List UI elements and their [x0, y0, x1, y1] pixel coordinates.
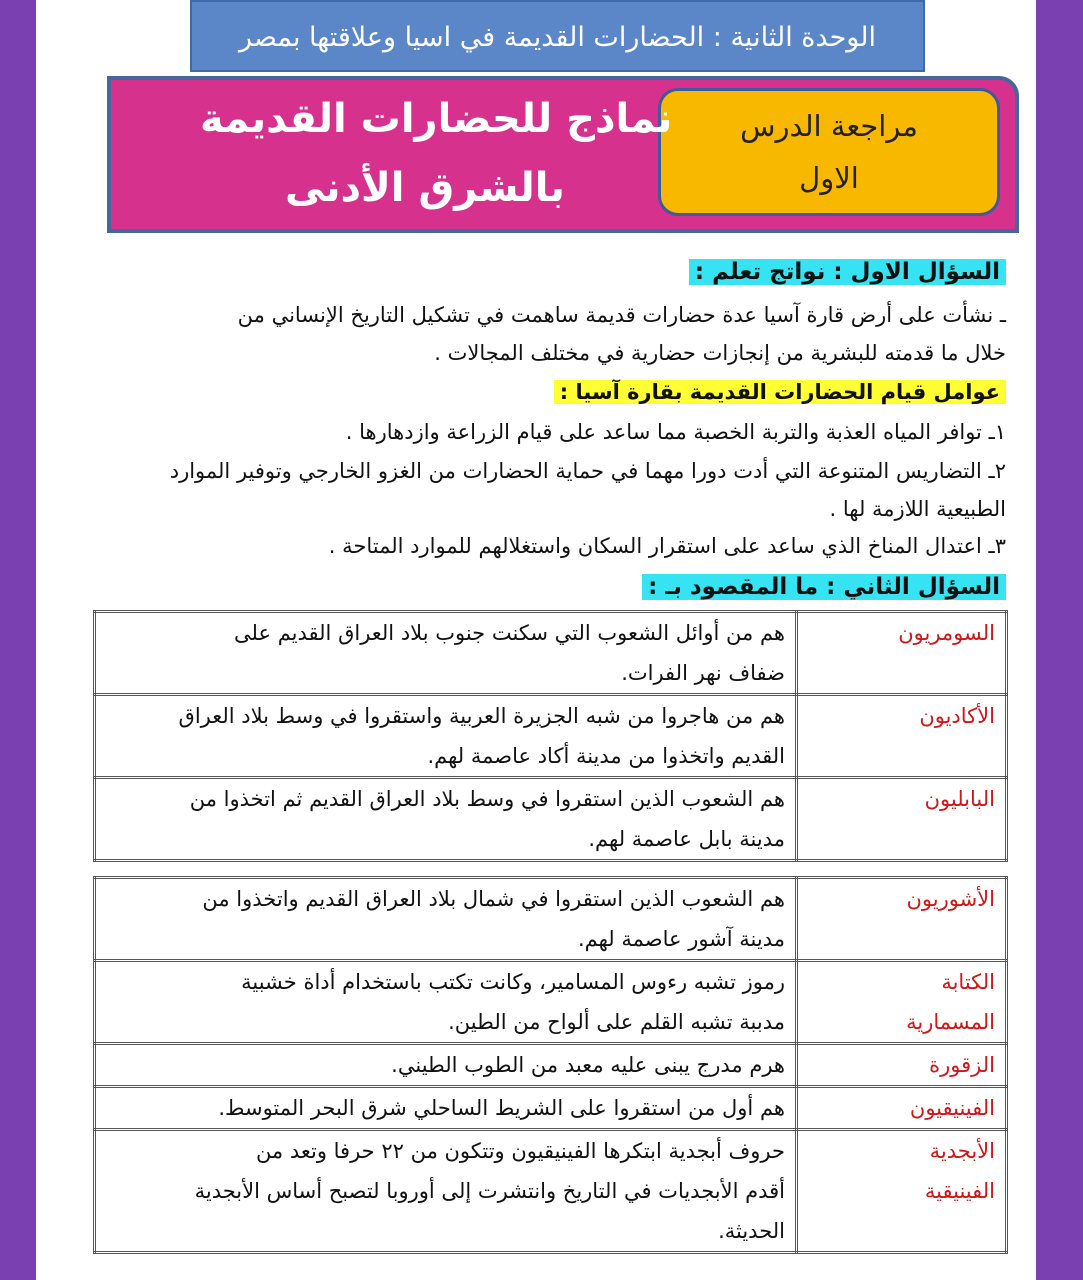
definition-line: مدينة بابل عاصمة لهم. [588, 827, 785, 851]
term-text: الأكاديون [919, 704, 995, 728]
term-text: الأشوريون [906, 887, 995, 911]
unit-banner: الوحدة الثانية : الحضارات القديمة في اسيا وعلاقتها بمصر [190, 0, 925, 72]
definition-cell [95, 878, 797, 961]
definition-line: هم من أوائل الشعوب التي سكنت جنوب بلاد العراق القديم على [234, 621, 785, 645]
definition-cell [95, 778, 797, 861]
term-cell [797, 961, 1007, 1044]
definition-cell [95, 961, 797, 1044]
question1-heading-row [105, 252, 1006, 292]
table-row [95, 1044, 1007, 1087]
table-row [95, 878, 1007, 961]
review-badge-line1: مراجعة الدرس [740, 109, 918, 143]
definitions-table-1 [93, 610, 1008, 862]
factor-1: ١ـ توافر المياه العذبة والتربة الخصبة مما ساعد على قيام الزراعة وازدهارها . [345, 420, 1006, 444]
definition-line: هم الشعوب الذين استقروا في شمال بلاد العراق القديم واتخذوا من [202, 887, 785, 911]
term-text: السومريون [898, 621, 995, 645]
lesson-title-line2: بالشرق الأدنى [285, 165, 565, 211]
term-cell [797, 1087, 1007, 1130]
term-text: الفينيقية [924, 1179, 995, 1203]
definitions-table-2 [93, 876, 1008, 1254]
term-cell [797, 1044, 1007, 1087]
term-cell [797, 778, 1007, 861]
q1-intro-line1: ـ نشأت على أرض قارة آسيا عدة حضارات قديمة ساهمت في تشكيل التاريخ الإنساني من [237, 303, 1006, 327]
definition-line: القديم واتخذوا من مدينة أكاد عاصمة لهم. [427, 744, 785, 768]
term-cell [797, 695, 1007, 778]
definition-line: أقدم الأبجديات في التاريخ وانتشرت إلى أوروبا لتصبح أساس الأبجدية [194, 1179, 785, 1203]
q1-intro-line2: خلال ما قدمته للبشرية من إنجازات حضارية في مختلف المجالات . [434, 341, 1006, 365]
factor-2-line2: الطبيعية اللازمة لها . [829, 497, 1006, 521]
term-text: الكتابة [941, 970, 995, 994]
definition-line: ضفاف نهر الفرات. [621, 661, 785, 685]
term-cell [797, 878, 1007, 961]
question1-heading: السؤال الاول : نواتج تعلم : [689, 259, 1006, 285]
definition-cell [95, 695, 797, 778]
definition-cell [95, 1044, 797, 1087]
term-text: الأبجدية [929, 1139, 995, 1163]
definition-line: حروف أبجدية ابتكرها الفينيقيون وتتكون من ٢٢ حرفا وتعد من [255, 1139, 785, 1163]
table-row [95, 695, 1007, 778]
definition-line: هم من هاجروا من شبه الجزيرة العربية واستقروا في وسط بلاد العراق [178, 704, 785, 728]
table-row [95, 1130, 1007, 1253]
table-row [95, 961, 1007, 1044]
definition-line: مدينة آشور عاصمة لهم. [577, 927, 785, 951]
definition-line: مدببة تشبه القلم على ألواح من الطين. [448, 1010, 785, 1034]
review-badge [658, 88, 1000, 216]
term-cell [797, 612, 1007, 695]
question2-heading: السؤال الثاني : ما المقصود بـ : [642, 574, 1006, 600]
factor-2-line1: ٢ـ التضاريس المتنوعة التي أدت دورا مهما في حماية الحضارات من الغزو الخارجي وتوفير الموارد [169, 459, 1006, 483]
factors-heading-row [105, 372, 1006, 412]
table-row [95, 778, 1007, 861]
term-text: البابليون [924, 787, 995, 811]
question2-heading-row [105, 567, 1006, 607]
definition-cell [95, 1087, 797, 1130]
term-text: المسمارية [906, 1010, 995, 1034]
table-row [95, 612, 1007, 695]
definition-cell [95, 612, 797, 695]
factors-heading: عوامل قيام الحضارات القديمة بقارة آسيا : [554, 380, 1006, 404]
term-cell [797, 1130, 1007, 1253]
factor-3: ٣ـ اعتدال المناخ الذي ساعد على استقرار السكان واستغلالهم للموارد المتاحة . [328, 534, 1006, 558]
term-text: الفينيقيون [909, 1096, 995, 1120]
lesson-title-line1: نماذج للحضارات القديمة [200, 96, 673, 142]
definition-cell [95, 1130, 797, 1253]
table-row [95, 1087, 1007, 1130]
definition-line: هرم مدرج يبنى عليه معبد من الطوب الطيني. [391, 1053, 785, 1077]
definition-line: رموز تشبه رءوس المسامير، وكانت تكتب باستخدام أداة خشبية [241, 970, 785, 994]
review-badge-line2: الاول [799, 161, 859, 195]
definition-line: هم أول من استقروا على الشريط الساحلي شرق البحر المتوسط. [218, 1096, 785, 1120]
term-text: الزقورة [929, 1053, 995, 1077]
definition-line: الحديثة. [718, 1219, 785, 1243]
definition-line: هم الشعوب الذين استقروا في وسط بلاد العراق القديم ثم اتخذوا من [189, 787, 785, 811]
